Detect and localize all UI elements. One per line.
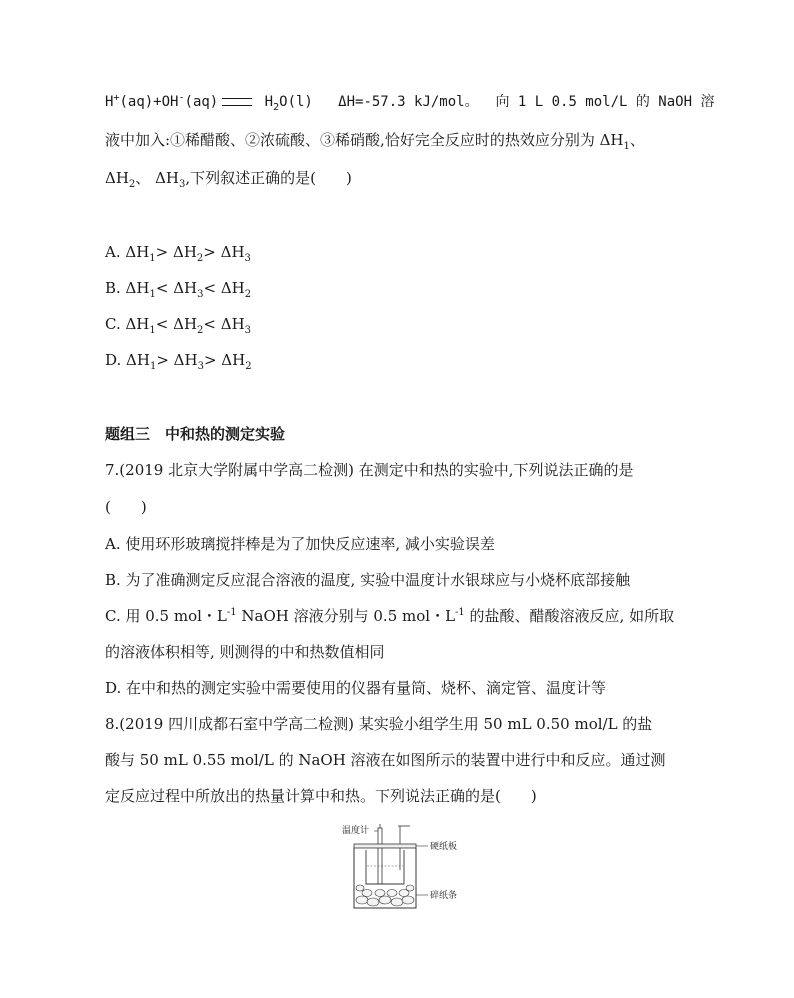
sub: 1 (149, 253, 156, 264)
paper-label: 碎纸条 (430, 891, 458, 901)
scrap (375, 890, 385, 897)
q7-option-b[interactable]: B. 为了准确测定反应混合溶液的温度, 实验中温度计水银球应与小烧杯底部接触 (105, 571, 631, 589)
text: < ΔH (155, 315, 198, 333)
q8-stem-line-2: 酸与 50 mL 0.55 mol/L 的 NaOH 溶液在如图所示的装置中进行中和反应。通过测 (105, 751, 666, 769)
text: > ΔH (203, 243, 245, 261)
text: ΔH (105, 169, 129, 187)
cardboard-cover (354, 844, 416, 848)
text: 向 1 L 0.5 mol/L 的 NaOH 溶 (495, 94, 715, 110)
sub: 2 (273, 101, 280, 113)
q7-option-d[interactable]: D. 在中和热的测定实验中需要使用的仪器有量筒、烧杯、滴定管、温度计等 (105, 679, 607, 697)
sub: 1 (149, 325, 156, 336)
text: ,下列叙述正确的是( ) (185, 169, 352, 187)
text: B. ΔH (105, 279, 150, 297)
q7-option-c-line-2: 的溶液体积相等, 则测得的中和热数值相同 (105, 643, 385, 661)
scrap (356, 896, 368, 904)
text: 、 ΔH (135, 169, 179, 187)
text: < ΔH (203, 279, 245, 297)
scrap (402, 896, 414, 904)
intro-line-1 (105, 92, 714, 112)
text: H (264, 94, 274, 110)
scrap (362, 890, 372, 897)
calorimeter-figure (340, 822, 480, 912)
q8-stem-line-3: 定反应过程中所放出的热量计算中和热。下列说法正确的是( ) (105, 787, 537, 805)
sup: -1 (455, 607, 465, 618)
text: O(l) (279, 94, 313, 110)
sup: - (178, 92, 185, 104)
sub: 1 (149, 361, 157, 372)
text: > ΔH (156, 351, 198, 369)
sup: -1 (226, 607, 237, 618)
scrap (387, 890, 397, 897)
sub: 2 (128, 179, 136, 190)
sup: + (113, 92, 120, 104)
board-label: 硬纸板 (430, 842, 458, 852)
text: A. ΔH (105, 243, 150, 261)
text: 的盐酸、醋酸溶液反应, 如所取 (464, 607, 675, 625)
scrap (356, 885, 364, 891)
paper-scraps (356, 885, 414, 906)
q8-stem-line-1: 8.(2019 四川成都石室中学高二检测) 某实验小组学生用 50 mL 0.50 mol/L 的盐 (105, 715, 653, 733)
text: (aq)+OH (119, 94, 179, 110)
text: C. 用 0.5 mol・L (105, 607, 227, 625)
q6-option-b[interactable] (105, 278, 251, 298)
scrap (391, 898, 403, 906)
text: > ΔH (203, 351, 246, 369)
sub: 2 (244, 289, 252, 300)
sub: 3 (244, 325, 252, 336)
text: H (105, 94, 114, 110)
text: > ΔH (155, 243, 197, 261)
text: 、 (629, 131, 645, 149)
intro-line-2 (105, 130, 645, 150)
text: 液中加入:①稀醋酸、②浓硫酸、③稀硝酸,恰好完全反应时的热效应分别为 ΔH (105, 131, 624, 149)
text: (aq) (184, 94, 219, 110)
q7-option-c[interactable] (105, 606, 674, 626)
sub: 1 (623, 141, 630, 152)
enthalpy-value: ΔH=-57.3 kJ/mol。 (338, 94, 479, 110)
intro-line-3 (105, 168, 352, 188)
thermometer-label: 温度计 (342, 826, 370, 836)
text: C. ΔH (105, 315, 150, 333)
text: < ΔH (155, 279, 198, 297)
scrap (406, 885, 414, 891)
q6-option-a[interactable] (105, 242, 251, 262)
q7-option-a[interactable]: A. 使用环形玻璃搅拌棒是为了加快反应速率, 减小实验误差 (105, 535, 495, 553)
text: NaOH 溶液分别与 0.5 mol・L (236, 607, 456, 625)
small-beaker (366, 850, 404, 884)
sub: 2 (245, 361, 252, 372)
scrap (367, 898, 379, 906)
q7-stem-line-1: 7.(2019 北京大学附属中学高二检测) 在测定中和热的实验中,下列说法正确的是 (105, 461, 634, 479)
sub: 3 (244, 253, 251, 264)
q7-stem-line-2: ( ) (105, 498, 147, 516)
sub: 3 (197, 289, 204, 300)
text: D. ΔH (105, 351, 150, 369)
text: < ΔH (203, 315, 245, 333)
equals-sign-icon (222, 98, 252, 106)
section-title: 题组三 中和热的测定实验 (105, 425, 286, 443)
sub: 1 (149, 289, 156, 300)
sub: 2 (196, 253, 204, 264)
q6-option-d[interactable] (105, 350, 252, 370)
sub: 3 (197, 361, 204, 372)
q6-option-c[interactable] (105, 314, 251, 334)
sub: 2 (197, 325, 204, 336)
thermometer-icon (378, 828, 382, 884)
sub: 3 (178, 179, 186, 190)
scrap (379, 896, 391, 904)
